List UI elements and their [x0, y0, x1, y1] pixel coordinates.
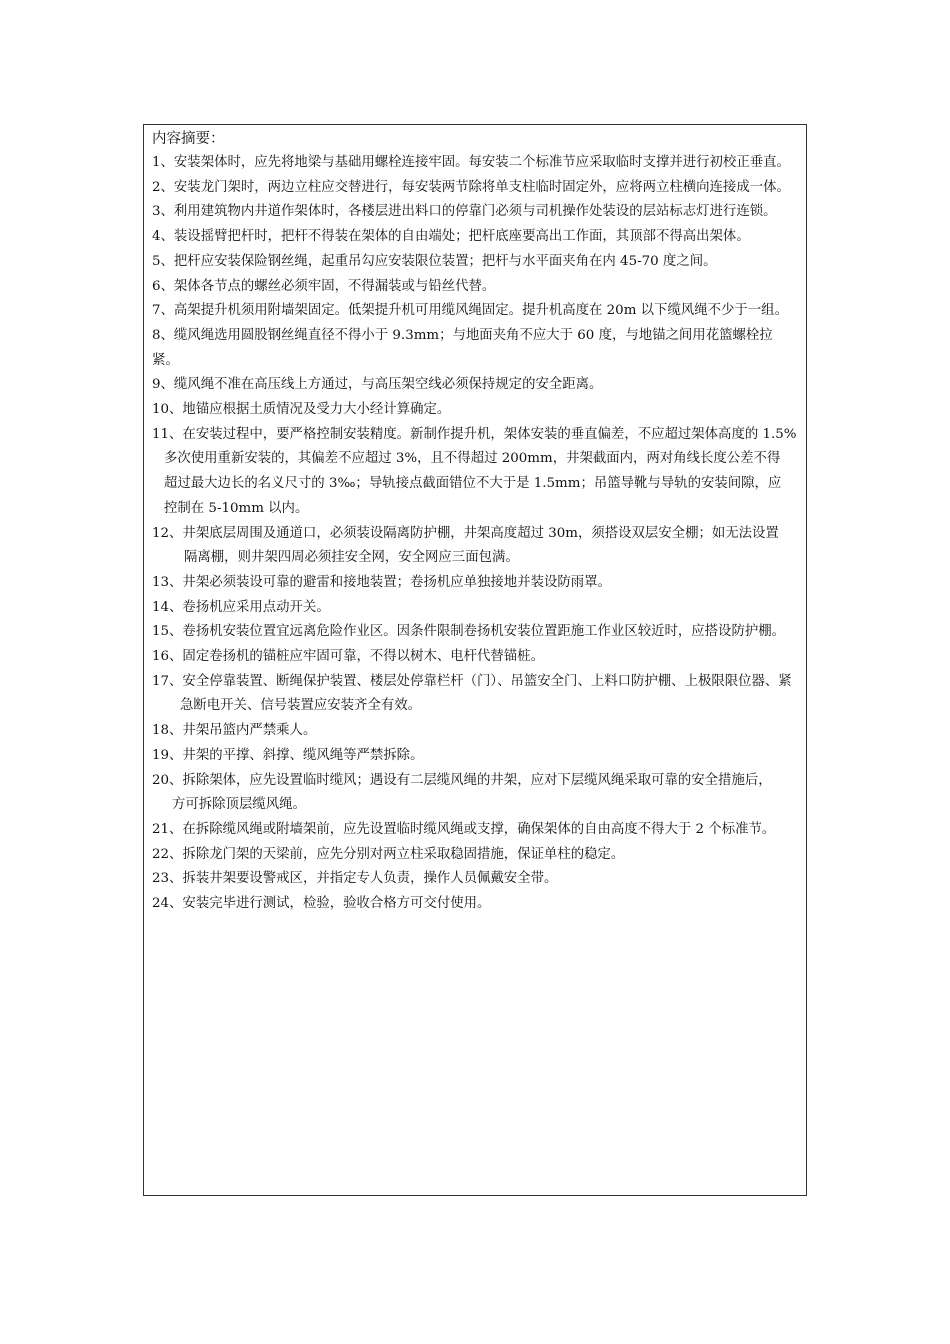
summary-line-14: 14、卷扬机应采用点动开关。	[152, 599, 330, 615]
summary-line-3: 3、利用建筑物内井道作架体时，各楼层进出料口的停靠门必须与司机操作处装设的层站标志灯进行连锁。	[152, 204, 777, 220]
summary-line-21: 21、在拆除缆风绳或附墙架前，应先设置临时缆风绳或支撑，确保架体的自由高度不得大于 2 个标准节。	[152, 821, 776, 837]
summary-line-12-cont: 隔离棚，则井架四周必须挂安全网，安全网应三面包满。	[184, 550, 519, 566]
summary-line-12: 12、井架底层周围及通道口，必须装设隔离防护棚，井架高度超过 30m，须搭设双层安全棚；如无法设置	[152, 525, 779, 541]
summary-box	[143, 124, 807, 1196]
summary-line-17: 17、安全停靠装置、断绳保护装置、楼层处停靠栏杆（门）、吊篮安全门、上料口防护棚、上极限限位器、紧急断电开关、信号装置应安装齐全有效。	[152, 673, 792, 714]
summary-line-11-cont-a: 多次使用重新安装的，其偏差不应超过 3%，且不得超过 200mm，井架截面内，两对角线长度公差不得	[164, 451, 781, 467]
summary-line-5: 5、把杆应安装保险钢丝绳，起重吊勾应安装限位装置；把杆与水平面夹角在内 45-70 度之间。	[152, 253, 717, 269]
summary-line-22: 22、拆除龙门架的天梁前，应先分别对两立柱采取稳固措施，保证单柱的稳定。	[152, 846, 625, 862]
summary-line-20-cont: 方可拆除顶层缆风绳。	[172, 797, 306, 813]
summary-heading: 内容摘要：	[152, 131, 225, 147]
summary-line-8: 8、缆风绳选用圆股钢丝绳直径不得小于 9.3mm；与地面夹角不应大于 60 度，与地锚之间用花篮螺栓拉紧。	[152, 327, 773, 368]
summary-line-19: 19、井架的平撑、斜撑、缆风绳等严禁拆除。	[152, 747, 424, 763]
summary-line-6: 6、架体各节点的螺丝必须牢固，不得漏装或与铅丝代替。	[152, 278, 496, 294]
summary-line-11-cont-c: 控制在 5-10mm 以内。	[164, 500, 309, 516]
summary-line-23: 23、拆装井架要设警戒区，并指定专人负责，操作人员佩戴安全带。	[152, 871, 558, 887]
summary-line-16: 16、固定卷扬机的锚桩应牢固可靠，不得以树木、电杆代替锚桩。	[152, 649, 544, 665]
summary-line-1: 1、安装架体时，应先将地梁与基础用螺栓连接牢固。每安装二个标准节应采取临时支撑并进行初校正垂直。	[152, 155, 790, 170]
summary-line-4: 4、装设摇臂把杆时，把杆不得装在架体的自由端处；把杆底座要高出工作面，其顶部不得高出架体。	[152, 229, 750, 245]
summary-line-2: 2、安装龙门架时，两边立柱应交替进行，每安装两节除将单支柱临时固定外，应将两立柱横向连接成一体。	[152, 179, 790, 195]
summary-line-18: 18、井架吊篮内严禁乘人。	[152, 723, 317, 739]
summary-line-13: 13、井架必须装设可靠的避雷和接地装置；卷扬机应单独接地并装设防雨罩。	[152, 574, 611, 590]
summary-line-11: 11、在安装过程中，要严格控制安装精度。新制作提升机，架体安装的垂直偏差，不应超过架体高度的 1.5%	[152, 426, 797, 442]
summary-line-7: 7、高架提升机须用附墙架固定。低架提升机可用缆风绳固定。提升机高度在 20m 以下缆风绳不少于一组。	[152, 303, 788, 319]
summary-line-11-cont-b: 超过最大边长的名义尺寸的 3‰；导轨接点截面错位不大于是 1.5mm；吊篮导靴与导轨的安装间隙，应	[164, 476, 782, 492]
summary-line-9: 9、缆风绳不准在高压线上方通过，与高压架空线必须保持规定的安全距离。	[152, 377, 603, 393]
summary-line-15: 15、卷扬机安装位置宜远离危险作业区。因条件限制卷扬机安装位置距施工作业区较近时，应搭设防护棚。	[152, 624, 786, 640]
summary-line-20: 20、拆除架体，应先设置临时缆风；遇设有二层缆风绳的井架，应对下层缆风绳采取可靠的安全措施后，	[152, 772, 772, 788]
summary-line-24: 24、安装完毕进行测试，检验，验收合格方可交付使用。	[152, 896, 491, 912]
summary-line-10: 10、地锚应根据土质情况及受力大小经计算确定。	[152, 402, 451, 418]
